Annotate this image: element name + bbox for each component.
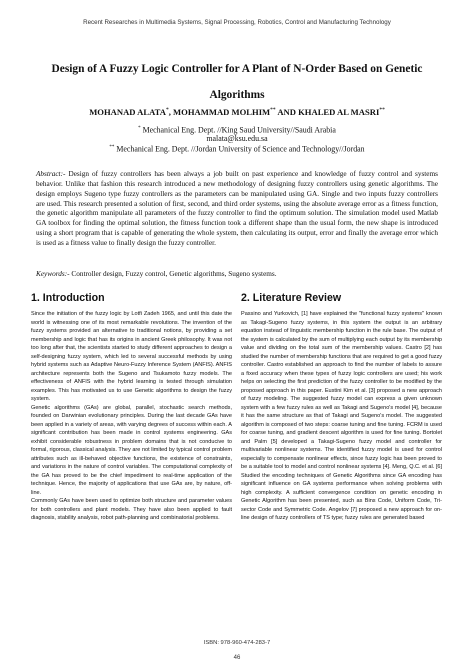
- column-right: [241, 291, 442, 523]
- author-mark: **: [379, 107, 385, 114]
- affiliation-email: [40, 134, 434, 143]
- author-name: MOHANAD ALATA: [89, 107, 166, 117]
- intro-paragraph-3: Commonly GAs have been used to optimize both structure and parameter values for both controllers and plant models. They have also been applied to fault diagnosis, stability analysis, robot path-planning and combinatorial problems.: [31, 498, 232, 521]
- author-line: [20, 107, 454, 117]
- keywords-text: Controller design, Fuzzy control, Genetic algorithms, Sugeno systems.: [69, 270, 277, 278]
- affiliation-mark: **: [109, 145, 115, 150]
- author-mark: **: [270, 107, 276, 114]
- abstract-text: Design of fuzzy controllers has been always a job built on past experience and knowledge of fuzzy control and systems behavior. Unlike that fashion this research introduced a new methodology of designing fuzzy controllers using genetic algorithms. The design employs Sugeno type fuzzy controllers as the parameters can be manipulated using GA. Single and two inputs fuzzy controllers are used. This research presented a solution of first, second, and third order systems, using the absolute average error as a fitness function, the genetic algorithm manipulate all parameters of the fuzzy controller to find the optimum solution. The simulation model used Matlab GA toolbox for finding the optimal solution, the fitness function took a different shape than the usual form, the new shape is introduced using a short program that is capable of generating the whole system, then calculating its output, error and finally the average error which is used as a fitness value to finally design the fuzzy controller.: [36, 170, 438, 247]
- keywords-label: Keywords:-: [36, 270, 70, 278]
- running-header: Recent Researches in Multimedia Systems, Signal Processing, Robotics, Control and Manufacturing Technology: [83, 19, 391, 26]
- column-left: [31, 291, 232, 523]
- section-title-literature-review: 2. Literature Review: [241, 292, 342, 304]
- intro-paragraph-2: Genetic algorithms (GAs) are global, parallel, stochastic search methods, founded on Darwinian evolutionary principles. During the last decade GAs have been applied in a variety of areas, with varying degrees of success within each. A significant contribution has been made in control systems engineering. GAs exhibit considerable robustness in problem domains that is not conducive to formal, rigorous, classical analysis. They are not limited by typical control problem attributes such as ill-behaved objective functions, the existence of constraints, and variations in the nature of control variables. The computational complexity of the GA has proved to be the chief impediment to real-time application of the technique. Hence, the majority of applications that use GAs are, by nature, off-line.: [31, 404, 232, 496]
- email-text: malata@ksu.edu.sa: [206, 134, 268, 143]
- keywords: [36, 270, 438, 278]
- author-name: MOHAMMAD MOLHIM: [173, 107, 271, 117]
- author-separator: ,: [168, 107, 174, 117]
- abstract-label: Abstract:-: [36, 170, 66, 178]
- affiliation-mark: *: [138, 126, 141, 131]
- paper-title: Design of A Fuzzy Logic Controller for A Plant of N-Order Based on Genetic Algorithms: [51, 63, 423, 101]
- section-title-introduction: 1. Introduction: [31, 292, 105, 304]
- page-number: 46: [233, 655, 241, 661]
- author-mark: *: [165, 107, 169, 114]
- abstract: [36, 170, 438, 249]
- affiliation-text: Mechanical Eng. Dept. //Jordan University of Science and Technology//Jordan: [114, 144, 365, 154]
- affiliation-2: [40, 143, 434, 154]
- author-name: KHALED AL MASRI: [298, 107, 380, 117]
- author-separator: AND: [275, 107, 299, 117]
- literature-paragraph: Passino and Yurkovich, [1] have explained the "functional fuzzy systems" known as Takagi-Sugeno fuzzy systems, in this system the output is an arbitrary equation instead of linguistic membership function in the rule base. The output of the system is calculated by the sum of multiplying each output by its membership value and dividing on the total sum of the membership values. Castro [2] has studied the number of membership functions that are required to get a good fuzzy controller. Castro established an approach to find the number of labels to assure a fixed accuracy when these types of fuzzy logic controllers are used; his work helps on selecting the first prediction of the fuzzy controller to be modified by the proposed approach in this paper. Eustini Kim et al. [3] proposed a new approach of fuzzy modeling. The suggested fuzzy model can express a given unknown system with a few fuzzy rules as well as Takagi and Sugeno's model [4], because it has the same structure as that of Takagi and Sugeno's model. The suggested algorithm is composed of two steps: coarse tuning and fine tuning. FCRM is used for coarse tuning, and gradient descent algorithm is used for fine tuning. Bortolet and Palm [5] developed a Takagi-Sugeno fuzzy model and controller for multivariable nonlinear systems. The identified fuzzy model is used for control especially to compensate nonlinear effects, since fuzzy logic has been proved to be a suitable tool to model and control nonlinear systems [4]. Meng, Q.C. et al. [6] Studied the encoding techniques of Genetic Algorithms since GA encoding has significant influence on GA systems performance when solving problems with high complexity. A sufficient convergence condition on genetic encoding in Genetic Algorithm has been presented, such as Bins Code, Uniform Code, Tri-sector Code and Symmetric Code. Angelov [7] proposed a new approach for on-line design of fuzzy controllers of TS type; fuzzy rules are generated based: [241, 311, 442, 521]
- affiliation-text: Mechanical Eng. Dept. //King Saud University//Saudi Arabia: [140, 125, 336, 135]
- intro-paragraph-1: Since the initiation of the fuzzy logic by Lotfi Zadeh 1965, and until this date the world is witnessing one of its most remarkable revolutions. The invention of the fuzzy systems provided an alternative to traditional notions, by providing a set membership and logic that has its origins in ancient Greek philosophy. It was not too long after that, the scientists started to study different approaches to design a self-designing fuzzy system, which led to several successful methods by using hybrid systems such as Adaptive Neuro-Fuzzy Inference System (ANFIS). ANFIS architecture represents both the Sugeno and Tsukamoto fuzzy models. The effectiveness of ANFIS with the hybrid learning is tested through simulation examples. This has motivated us to use Genetic algorithms to design the fuzzy system.: [31, 311, 232, 402]
- isbn-footer: ISBN: 978-960-474-283-7: [203, 640, 271, 646]
